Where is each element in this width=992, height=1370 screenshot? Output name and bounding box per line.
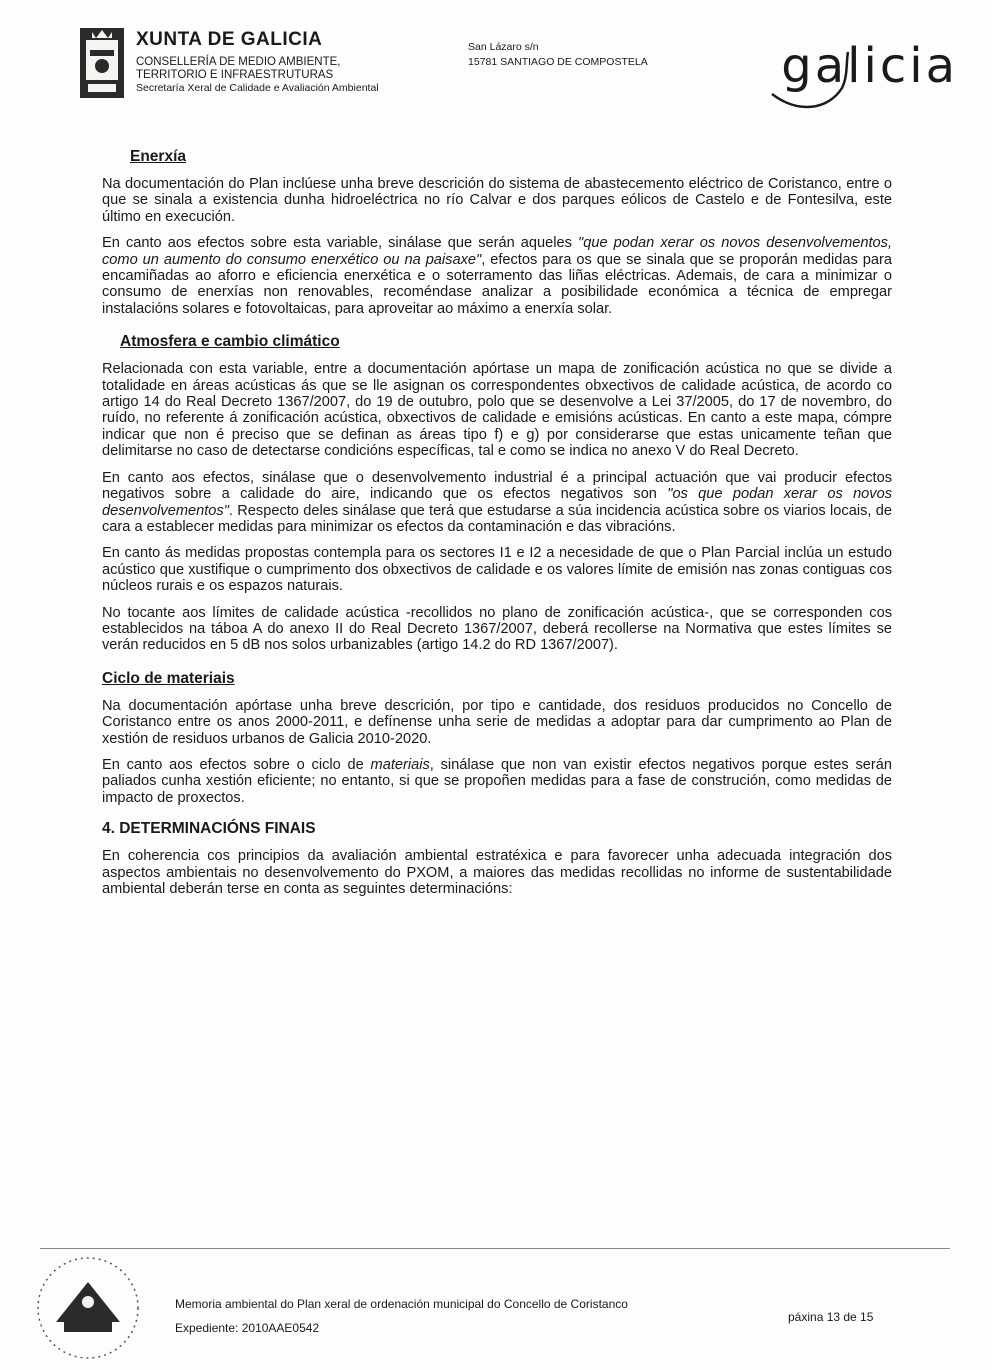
paragraph: Na documentación apórtase unha breve descrición, por tipo e cantidade, dos residuos producidos no Concello de Coristanco entre os anos 2000-2011, e defínense unha serie de medidas a adoptar para dar cumprimento ao Plan de xestión de residuos urbanos de Galicia 2010-2020. — [102, 697, 892, 747]
quote-text: "os que podan xerar os novos desenvolvementos" — [102, 486, 893, 519]
quote-text: "que podan xerar os novos desenvolvementos, como un aumento do consumo enerxético ou na paisaxe" — [102, 235, 892, 268]
paragraph — [102, 235, 892, 317]
italic-text: materiais — [370, 756, 430, 773]
secretaria-line: Secretaría Xeral de Calidade e Avaliación Ambiental — [136, 82, 379, 95]
section-title-enerxia: Enerxía — [130, 148, 187, 165]
text-run: En canto aos efectos sobre o ciclo de — [102, 756, 371, 773]
paragraph: En coherencia cos principios da avaliación ambiental estratéxica e para favorecer unha adecuada integración dos aspectos ambientais no desenvolvemento do PXOM, a maiores das medidas recollidas no informe de sustentabilidade ambiental deberán terse en conta as seguintes determinacións: — [102, 848, 892, 897]
galicia-logo — [768, 32, 958, 112]
text-run: , sinálase que non van existir efectos negativos porque estes serán paliados cunha xestión eficiente; no entanto, si que se propoñen medidas para a fase de construción, como medidas de impacto de proxectos. — [102, 756, 892, 806]
coat-of-arms-icon — [78, 26, 126, 100]
compostela-seal-icon — [28, 1252, 148, 1364]
logo-text: galicia — [781, 38, 958, 94]
paragraph: No tocante aos límites de calidade acústica -recollidos no plano de zonificación acústica-, que se corresponden cos establecidos na táboa A do anexo II do Real Decreto 1367/2007, deberá recollerse na Normativa que estes límites se verán reducidos en 5 dB nos solos urbanizables (artigo 14.2 do RD 1367/2007). — [102, 604, 892, 654]
brand-name: XUNTA DE GALICIA — [136, 29, 323, 50]
paragraph: En canto ás medidas propostas contempla para os sectores I1 e I2 a necesidade de que o Plan Parcial inclúa un estudo acústico que xustifique o cumprimento dos obxectivos de calidade e os valores límite de emisión nas zonas contiguas cos núcleos rurais e os espazos naturais. — [102, 545, 892, 595]
address-line-1: San Lázaro s/n — [468, 41, 539, 53]
paragraph — [102, 470, 892, 536]
section-title-atmosfera: Atmosfera e cambio climático — [120, 333, 340, 351]
footer-expediente: Expediente: 2010AAE0542 — [175, 1321, 320, 1335]
department-line-1: CONSELLERÍA DE MEDIO AMBIENTE, — [136, 55, 341, 68]
text-run: En canto aos efectos sobre esta variable, sinálase que serán aqueles — [102, 235, 579, 252]
text-run: . Respecto deles sinálase que terá que estudarse a súa incidencia acústica sobre os viarios locais, de cara a establecer medidas para minimizar os efectos da contaminación e das vibracións. — [102, 502, 892, 535]
footer-divider — [40, 1248, 950, 1249]
address-block — [468, 40, 648, 69]
letterhead — [78, 22, 958, 122]
organization-block — [136, 30, 379, 95]
section-title-ciclo: Ciclo de materiais — [102, 669, 235, 687]
footer-memoria: Memoria ambiental do Plan xeral de ordenación municipal do Concello de Coristanco — [175, 1297, 628, 1311]
paragraph: Na documentación do Plan inclúese unha breve descrición do sistema de abastecemento eléctrico de Coristanco, entre o que se sinala a existencia dunha hidroeléctrica no río Calvar e dos parques eólicos de Castelo e de Fontesilva, este último en execución. — [102, 176, 892, 225]
paragraph — [102, 757, 892, 806]
footer-text — [175, 1292, 628, 1340]
section-heading-determinacions: 4. DETERMINACIÓNS FINAIS — [102, 820, 316, 838]
text-run: , efectos para os que se sinala que se proporán medidas para encamiñadas ao aforro e eficiencia enerxética e o soterramento das liñas eléctricas. Ademais, de cara a minimizar o consumo de enerxías non renovables, recoméndase analizar a posibilidade económica a técnica de empregar instalacións solares e fotovoltaicas, para aproveitar ao máximo a enerxía solar. — [102, 251, 892, 317]
department-line-2: TERRITORIO E INFRAESTRUTURAS — [136, 68, 334, 81]
document-body — [102, 148, 892, 907]
paragraph: Relacionada con esta variable, entre a documentación apórtase un mapa de zonificación acústica no que se divide a totalidade en áreas acústicas ás que se lle asignan os correspondentes obxectivos de calidade acústica, de acordo co artigo 14 do Real Decreto 1367/2007, do 19 de outubro, polo que se desenvolve a Lei 37/2005, do 17 de novembro, do ruído, no referente á zonificación acústica, obxectivos de calidade e emisións acústicas. En canto a este mapa, cómpre indicar que non é preciso que se definan as áreas tipo f) e g) por considerarse que estas unicamente teñan que delimitarse no caso de detectarse condicións específicas, tal e como se indica no anexo V do Real Decreto. — [102, 361, 892, 460]
page-number: páxina 13 de 15 — [788, 1310, 874, 1324]
address-line-2: 15781 SANTIAGO DE COMPOSTELA — [468, 55, 648, 68]
text-run: En canto aos efectos, sinálase que o desenvolvemento industrial é a principal actuación que vai producir efectos negativos sobre a calidade do aire, indicando que os efectos negativos son — [102, 469, 892, 503]
